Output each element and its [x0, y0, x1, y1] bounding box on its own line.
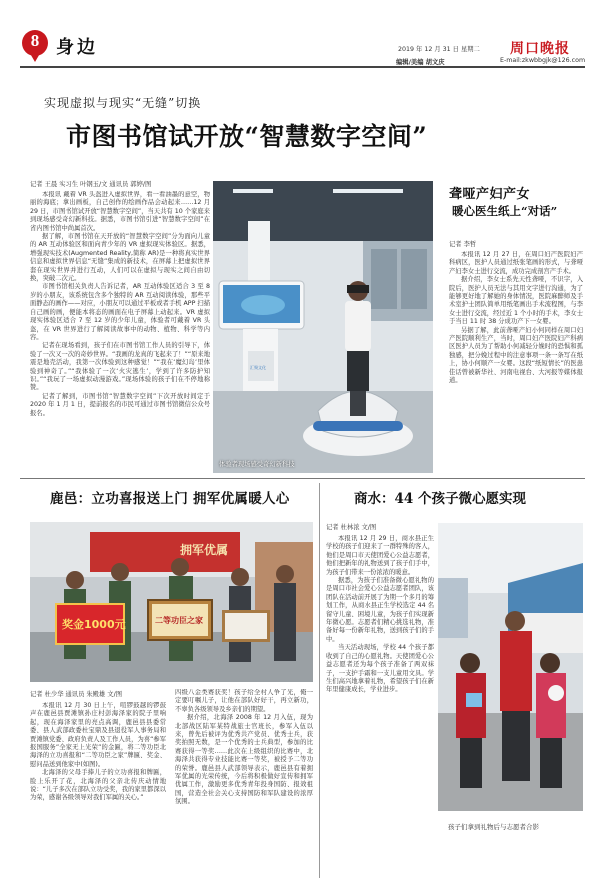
- shangshui-byline: 记者 杜林浓 文/图: [326, 524, 377, 531]
- luyi-paragraph: 四级八金类赛获奖！孩子给全村人争了光，俺一定要叮嘱儿子，让他在部队好好干，再立新功，不辜负各级领导及乡亲们的期望。: [175, 689, 313, 713]
- shangshui-article-body: [326, 535, 434, 875]
- lead-headline: 市图书馆试开放“智慧数字空间”: [66, 122, 428, 151]
- editor-line: 编辑/美编 胡文庆: [396, 59, 445, 66]
- luyi-headline: 鹿邑：立功喜报送上门 拥军优属暖人心: [50, 491, 290, 507]
- shangshui-headline: 商水：44 个孩子微心愿实现: [354, 491, 526, 507]
- lead-byline: 记者 王晨 实习生 叶钢玉/文 通讯员 郭婷/图: [30, 181, 152, 188]
- page-header: [0, 0, 600, 68]
- paper-logo: 周口晚报: [510, 41, 570, 57]
- lead-intro: 本报讯 戴着 VR 头盔进入虚拟世界，看一看油墨的意空，物丽的海底；拿出画板，自己创作的绘画作品会动起来……12 月 29 日，市图书馆试开放“智慧数字空间”，当天共有 10 个家庭来到现场感受奇幻新科技。据悉，市图书馆引进“智慧数字空间”在省内图书馆中尚属首次。: [30, 191, 210, 232]
- ceremony-illustration: [30, 522, 313, 682]
- lead-paragraph: 记者了解到，市图书馆“智慧数字空间”下次开放时间定于 2020 年 1 月 1 日，提前报名的市民可通过市图书馆微信公众号报名。: [30, 392, 210, 417]
- right-paragraph: 本报讯 12 月 27 日，在周口妇产医院妇产科病区，医护人员通过纸张笔画的形式，与聋哑产妇李女士进行交流，成功完成剖宫产手术。: [449, 251, 583, 275]
- sign-plaque-text: 二等功臣之家: [155, 616, 203, 625]
- page-number: 8: [30, 31, 40, 50]
- shangshui-paragraph: 当天活动现场，学校 44 个孩子都收到了自己的心愿礼物。天使团爱心公益志愿者还为每个孩子准备了两双袜子，一支护手霜和一支儿童用文具。学生们高兴地拿着礼物，希望孩子们在新年里健康成长，学业进步。: [326, 644, 434, 694]
- right-byline: 记者 李哲: [449, 241, 477, 248]
- luyi-byline: 记者 杜少华 通讯员 朱殿雄 文/图: [30, 691, 122, 698]
- email: E-mail:zkwbbgjk@126.com: [500, 57, 586, 64]
- luyi-col-2: [175, 689, 313, 872]
- luyi-paragraph: 据介绍，北海泽 2008 年 12 月入伍，现为北部战区陆军某特战旅士官班长，参军入伍以来，曾先后被评为优秀共产党员、优秀士兵，获奖拍照无数，是一个优秀的士兵典型，参加的比赛获得一等奖……此次在上级组织的比赛中，北海泽共获得专业技能比赛一等奖，被授予二等功的荣誉。鹿邑县人武部领导表示，鹿邑县有着拥军优属的光荣传统，今后将积极做好宣传和拥军优属工作，激励更多优秀青年投身国防、报效祖国，营造全社会关心支持国防和军队建设的浓厚氛围。: [175, 714, 313, 806]
- right-headline: 聋哑产妇产女: [449, 187, 531, 202]
- header-rule: [20, 66, 585, 68]
- vr-room-illustration: [213, 181, 433, 473]
- banner-text: 拥军优属: [180, 543, 229, 557]
- children-illustration: [438, 523, 583, 811]
- shangshui-caption: 孩子们拿到礼物后与志愿者合影: [448, 823, 539, 831]
- luyi-photo: [30, 522, 313, 682]
- right-article-body: [449, 251, 583, 466]
- column-divider: [319, 483, 320, 878]
- luyi-paragraph: 北海泽的父母手捧儿子的立功喜报和牌匾，脸上乐开了花，北海泽的父亲北传庆动情地说：“儿子多次在部队立功受奖，我的家里都深以为荣，感谢各级领导对我们军属的关心。”: [30, 769, 166, 802]
- right-paragraph: 另据了解，此前聋哑产妇小何同样在周口妇产医院顺利生产，当时，周口妇产医院妇产科病区医护人员为了帮助小何减轻分娩时的恐惧和孤独感，把分娩过程中的注意事项一条一条写在纸上，协小何顺产一女婴。这段“纸短情长”的医患佳话曾被新华社、河南电视台、大河报等媒体报道。: [449, 326, 583, 385]
- lead-photo: [213, 181, 433, 473]
- lead-paragraph: 市图书馆相关负责人告诉记者，AR 互动体验区适合 3 至 8 岁的小朋友，该系统包含多个独特的 AR 互动阅读体验，那些平面静态的画作——对应，小朋友可以通过平板或者手机 APP 扫描自己画的画，便能本将态的画面在电子屏幕上动起来。VR 虚拟现实体验区适合 7 至 12 岁的少年儿童，体验者可戴着 VR 头盔，在 VR 世界进行了解阅读故事中的动物、植物、科学等内容。: [30, 283, 210, 341]
- lead-kicker: 实现虚拟与现实“无缝”切换: [44, 96, 202, 110]
- luyi-paragraph: 本报讯 12 月 30 日上午，喧锣鼓越的锣鼓声在鹿邑县贾滩镇孙庄村彭海泽家的院子里响起，现在海泽家里的亮点高调，鹿邑县县委常委、县人武部政委杜宝鼎及县退役军人事务局和贾滩镇党委、政府负责人及工作人员，为喜“参军报国服务”全家无上光荣”的金匾，将二等功臣北海泽的立功喜报和“二等功臣之家”牌匾、奖金、慰问品送到他家中(如图)。: [30, 702, 166, 768]
- lead-paragraph: 据了解，市图书馆在天开放的“智慧数字空间”分为面向儿童的 AR 互动体验区和面向青少年的 VR 虚拟现实体验区。据悉，增强现实技术(Augmented Reality,简称 AR)是一种将真实世界信息和虚拟世界信息“无缝”集成的新技术，在屏幕上把虚拟世界套在现实世界并进行互动，人们可以在虚拟与现实之间自由切换，突破二次元。: [30, 233, 210, 283]
- section-divider: [20, 478, 585, 479]
- issue-date: 2019 年 12 月 31 日 星期二: [398, 46, 480, 53]
- page-number-pointer: [28, 50, 42, 62]
- right-paragraph: 据介绍，李女士系先天性聋哑，不识字，入院后，医护人员无法与其用文字进行沟通，为了能够更好地了解她的身体情况，医院麻醉师及手术室护士团队简单用纸笔画出手术流程图，与李女士进行交流，经过近 1 个小时的手术，李女士于当日 11 时 38 分成功产下一女婴。: [449, 276, 583, 326]
- section-title: 身边: [56, 37, 98, 58]
- vr-brand-text: 汇聚文化: [250, 365, 266, 370]
- shangshui-paragraph: 据悉，为孩子们准备微心愿礼物的是周口市社会爱心公益志愿者团队，该团队在活动前开展了为期一个多月的筹划工作，从商水县正生学校选定 44 名留守儿童、困境儿童，为孩子们实现新年微心愿。志愿者们精心挑选礼物，准备好每一份新年礼物，送到孩子们的手中。: [326, 577, 434, 643]
- shangshui-photo: [438, 523, 583, 811]
- right-subheadline: 暖心医生纸上“对话”: [452, 204, 558, 218]
- luyi-col-1: [30, 702, 166, 872]
- sign-money-text: 奖金1000元: [62, 618, 126, 631]
- lead-paragraph: 记者在现场看到，孩子们在市图书馆工作人员的引导下，体验了一次又一次的奇妙世界。“我画的龙真的飞起来了！”“原来地震是地壳活动，我第一次体验到这种感觉！”“我在‘魔幻岛’里体验到神奇了。”“我体验了一次‘火灾逃生’，学到了许多防护知识。”“我玩了一场虚拟动漫游戏。”现场体验的孩子们在不停地称赞。: [30, 342, 210, 392]
- lead-article-body: [30, 191, 210, 461]
- lead-photo-caption: 体验者现场感受奇幻新科技: [219, 461, 295, 468]
- shangshui-paragraph: 本报讯 12 月 29 日，商水县正生学校的孩子们迎来了一群特殊的客人，他们是周口市天使团爱心公益志愿者，他们把新年的礼物送到了孩子们手中，为孩子们带来一份浓浓的暖意。: [326, 535, 434, 576]
